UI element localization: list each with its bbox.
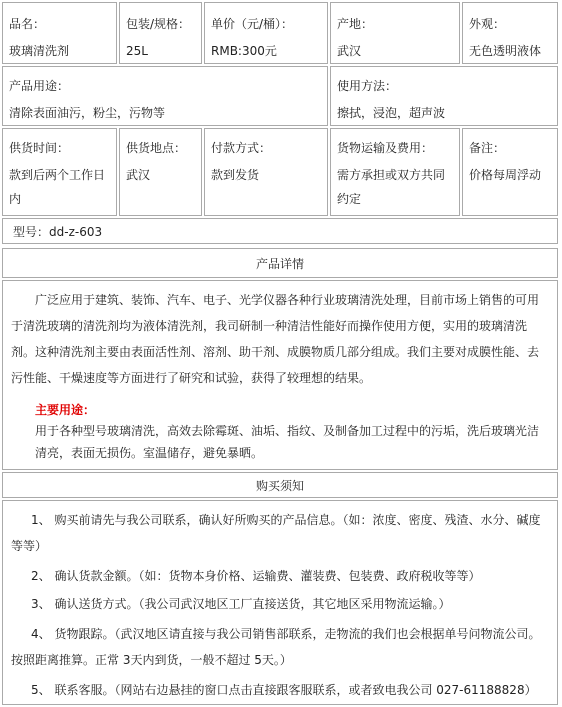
cell-appearance	[462, 2, 558, 64]
notice-item-4: 4、 货物跟踪。（武汉地区请直接与我公司销售部联系，走物流的我们也会根据单号问物流公司。按照距离推算。正常 3天内到货，一般不超过 5天。）	[11, 627, 541, 667]
usage-label: 产品用途：	[9, 79, 70, 93]
cell-price	[204, 2, 328, 64]
usage-value: 清除表面油污，粉尘，污物等	[9, 106, 166, 120]
payment-label: 付款方式：	[211, 141, 272, 155]
cell-model	[2, 218, 558, 244]
method-label: 使用方法：	[337, 79, 398, 93]
notice-title: 购买须知	[255, 479, 304, 493]
details-title: 产品详情	[255, 257, 304, 271]
method-value: 擦拭，浸泡，超声波	[337, 106, 446, 120]
name-label: 品名：	[9, 17, 46, 31]
appearance-label: 外观：	[469, 17, 506, 31]
details-body	[2, 280, 558, 470]
payment-value: 款到发货	[211, 168, 260, 182]
supply-time-label: 供货时间：	[9, 141, 70, 155]
notice-item-3: 3、 确认送货方式。（我公司武汉地区工厂直接送货，其它地区采用物流运输。）	[31, 597, 451, 611]
appearance-value: 无色透明液体	[469, 44, 542, 58]
supply-time-value: 款到后两个工作日内	[9, 168, 106, 206]
origin-value: 武汉	[337, 44, 362, 58]
cell-remark	[462, 128, 558, 216]
notice-item-5: 5、 联系客服。（网站右边悬挂的窗口点击直接跟客服联系，或者致电我公司 027-61188828）	[31, 683, 537, 697]
price-label: 单价（元/桶）：	[211, 17, 294, 31]
notice-body	[2, 500, 558, 705]
details-header	[2, 248, 558, 278]
cell-shipping	[330, 128, 460, 216]
origin-label: 产地：	[337, 17, 374, 31]
price-value: RMB:300元	[211, 44, 277, 58]
main-use-text: 用于各种型号玻璃清洗，高效去除霉斑、油垢、指纹、及制备加工过程中的污垢，洗后玻璃光洁清亮，表面无损伤。室温储存，避免暴晒。	[35, 424, 540, 460]
cell-supply-time	[2, 128, 117, 216]
shipping-label: 货物运输及费用：	[337, 141, 434, 155]
details-intro: 广泛应用于建筑、装饰、汽车、电子、光学仪器各种行业玻璃清洗处理，目前市场上销售的可用于清洗玻璃的清洗剂均为液体清洗剂，我司研制一种清洁性能好而操作使用方便，实用的玻璃清洗剂。这种清洗剂主要由表面活性剂、溶剂、助干剂、成膜物质几部分组成。我们主要对成膜性能、去污性能、干燥速度等方面进行了研究和试验，获得了较理想的结果。	[11, 293, 540, 385]
package-label: 包装/规格：	[126, 17, 191, 31]
name-value: 玻璃清洗剂	[9, 44, 70, 58]
cell-payment	[204, 128, 328, 216]
notice-item-1: 1、 购买前请先与我公司联系，确认好所购买的产品信息。（如：浓度、密度、残渣、水分、碱度等等）	[11, 513, 541, 553]
remark-label: 备注：	[469, 141, 506, 155]
cell-name	[2, 2, 117, 64]
supply-place-label: 供货地点：	[126, 141, 187, 155]
supply-place-value: 武汉	[126, 168, 151, 182]
model-text: 型号：dd-z-603	[13, 225, 103, 239]
cell-usage	[2, 66, 328, 126]
cell-supply-place	[119, 128, 202, 216]
remark-value: 价格每周浮动	[469, 168, 542, 182]
cell-method	[330, 66, 558, 126]
package-value: 25L	[126, 44, 148, 58]
cell-origin	[330, 2, 460, 64]
notice-header	[2, 472, 558, 498]
notice-item-2: 2、 确认货款金额。（如：货物本身价格、运输费、灌装费、包装费、政府税收等等）	[31, 569, 481, 583]
main-use-label: 主要用途：	[35, 403, 96, 417]
shipping-value: 需方承担或双方共同约定	[337, 168, 446, 206]
cell-package	[119, 2, 202, 64]
